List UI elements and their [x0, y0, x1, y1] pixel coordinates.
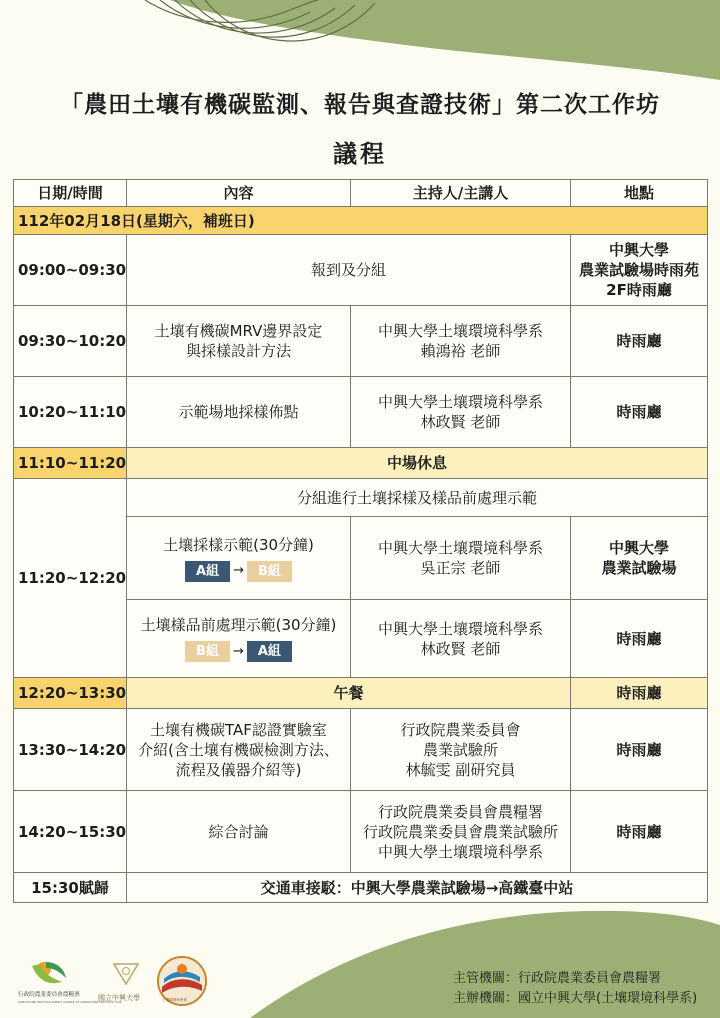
page-title: 「農田土壤有機碳監測、報告與查證技術」第二次工作坊	[60, 92, 660, 118]
logo3-label: 土壤環境科學系	[162, 998, 188, 1002]
host-line: 中興大學土壤環境科學系	[377, 322, 543, 340]
table-row	[14, 448, 708, 479]
table-row	[14, 235, 708, 306]
time-cell: 11:20~12:20	[14, 479, 127, 678]
table-row	[14, 791, 708, 873]
content-line: 流程及儀器介紹等)	[175, 760, 302, 779]
host-line: 行政院農業委員會農糧署	[377, 802, 543, 821]
content-line: 與採樣設計方法	[185, 342, 291, 360]
arrow-right-icon: →	[233, 563, 245, 578]
host-cell	[351, 306, 571, 377]
table-row	[14, 709, 708, 791]
time-cell: 11:10~11:20	[14, 448, 127, 479]
location-cell: 時雨廳	[571, 709, 708, 791]
location-line: 2F時雨廳	[606, 281, 672, 299]
content-line: 土壤樣品前處理示範(30分鐘)	[140, 616, 337, 634]
table-row	[14, 873, 708, 903]
host-line: 吳正宗 老師	[420, 559, 501, 577]
host-cell	[351, 709, 571, 791]
content-cell: 綜合討論	[127, 791, 351, 873]
location-line: 中興大學	[608, 241, 669, 259]
time-cell: 09:00~09:30	[14, 235, 127, 306]
location-cell: 時雨廳	[571, 377, 708, 448]
group-b-tag: B組	[185, 641, 230, 662]
host-line: 中興大學土壤環境科學系	[377, 393, 543, 411]
time-cell: 12:20~13:30	[14, 678, 127, 709]
group-header-cell: 分組進行土壤採樣及樣品前處理示範	[127, 479, 708, 517]
location-line: 農業試驗場	[601, 559, 677, 577]
logo2-label: 國立中興大學	[98, 994, 140, 1002]
content-cell: 中場休息	[127, 448, 708, 479]
host-line: 林毓雯 副研究員	[405, 760, 516, 779]
location-cell: 時雨廳	[571, 600, 708, 678]
content-cell	[127, 517, 351, 600]
location-cell: 時雨廳	[571, 678, 708, 709]
host-cell	[351, 377, 571, 448]
logo1-label: 行政院農業委員會農糧署	[18, 992, 80, 998]
header-content: 內容	[127, 180, 351, 207]
host-line: 農業試驗所	[422, 740, 498, 759]
header-date-time: 日期/時間	[14, 180, 127, 207]
location-cell	[571, 235, 708, 306]
time-cell: 09:30~10:20	[14, 306, 127, 377]
host-line: 賴鴻裕 老師	[420, 342, 501, 360]
soil-dept-logo	[156, 955, 208, 1007]
table-row	[14, 306, 708, 377]
location-line: 農業試驗場時雨苑	[578, 261, 699, 279]
location-cell: 時雨廳	[571, 791, 708, 873]
location-cell: 時雨廳	[571, 306, 708, 377]
location-cell	[571, 517, 708, 600]
content-cell	[127, 709, 351, 791]
group-order	[131, 561, 346, 582]
time-cell: 14:20~15:30	[14, 791, 127, 873]
table-row	[14, 678, 708, 709]
group-b-tag: B組	[247, 561, 292, 582]
organizer-text: 主管機關：行政院農業委員會農糧署	[453, 971, 662, 986]
date-cell: 112年02月18日(星期六，補班日)	[14, 207, 708, 235]
host-org-text: 主辦機關：國立中興大學(土壤環境科學系)	[453, 991, 698, 1006]
table-row	[14, 479, 708, 517]
group-a-tag: A組	[185, 561, 230, 582]
content-cell: 報到及分組	[127, 235, 571, 306]
host-line: 行政院農業委員會	[400, 720, 521, 739]
host-line: 中興大學土壤環境科學系	[377, 842, 543, 861]
date-row	[14, 207, 708, 235]
host-line: 林政賢 老師	[420, 413, 501, 431]
content-cell	[127, 306, 351, 377]
host-line: 行政院農業委員會農業試驗所	[362, 822, 558, 841]
group-a-tag: A組	[247, 641, 292, 662]
logo1-en-label: AGRICULTURE AND FOOD AGENCY COUNCIL OF AGRICULTURE EXECUTIVE YUAN	[18, 1001, 122, 1004]
table-header-row	[14, 180, 708, 207]
header-host: 主持人/主講人	[351, 180, 571, 207]
time-cell: 13:30~14:20	[14, 709, 127, 791]
content-cell	[127, 600, 351, 678]
arrow-right-icon: →	[232, 643, 244, 659]
location-line: 中興大學	[608, 539, 669, 557]
host-line: 中興大學土壤環境科學系	[377, 539, 543, 557]
content-line: 土壤採樣示範(30分鐘)	[163, 535, 314, 554]
agenda-table	[13, 179, 708, 903]
content-line: 土壤有機碳TAF認證實驗室	[150, 720, 327, 739]
header-location: 地點	[571, 180, 708, 207]
time-cell: 15:30賦歸	[14, 873, 127, 903]
time-cell: 10:20~11:10	[14, 377, 127, 448]
host-cell	[351, 791, 571, 873]
host-cell	[351, 600, 571, 678]
group-order	[131, 641, 346, 662]
content-cell: 午餐	[127, 678, 571, 709]
nchu-logo	[98, 962, 156, 1006]
content-cell: 交通車接駁：中興大學農業試驗場→高鐵臺中站	[127, 873, 708, 903]
host-line: 林政賢 老師	[420, 639, 501, 658]
host-line: 中興大學土壤環境科學系	[377, 619, 543, 638]
page-subtitle: 議程	[333, 140, 387, 168]
host-cell	[351, 517, 571, 600]
table-row	[14, 377, 708, 448]
content-cell: 示範場地採樣佈點	[127, 377, 351, 448]
content-line: 介紹(含土壤有機碳檢測方法、	[138, 740, 339, 759]
content-line: 土壤有機碳MRV邊界設定	[154, 322, 323, 340]
